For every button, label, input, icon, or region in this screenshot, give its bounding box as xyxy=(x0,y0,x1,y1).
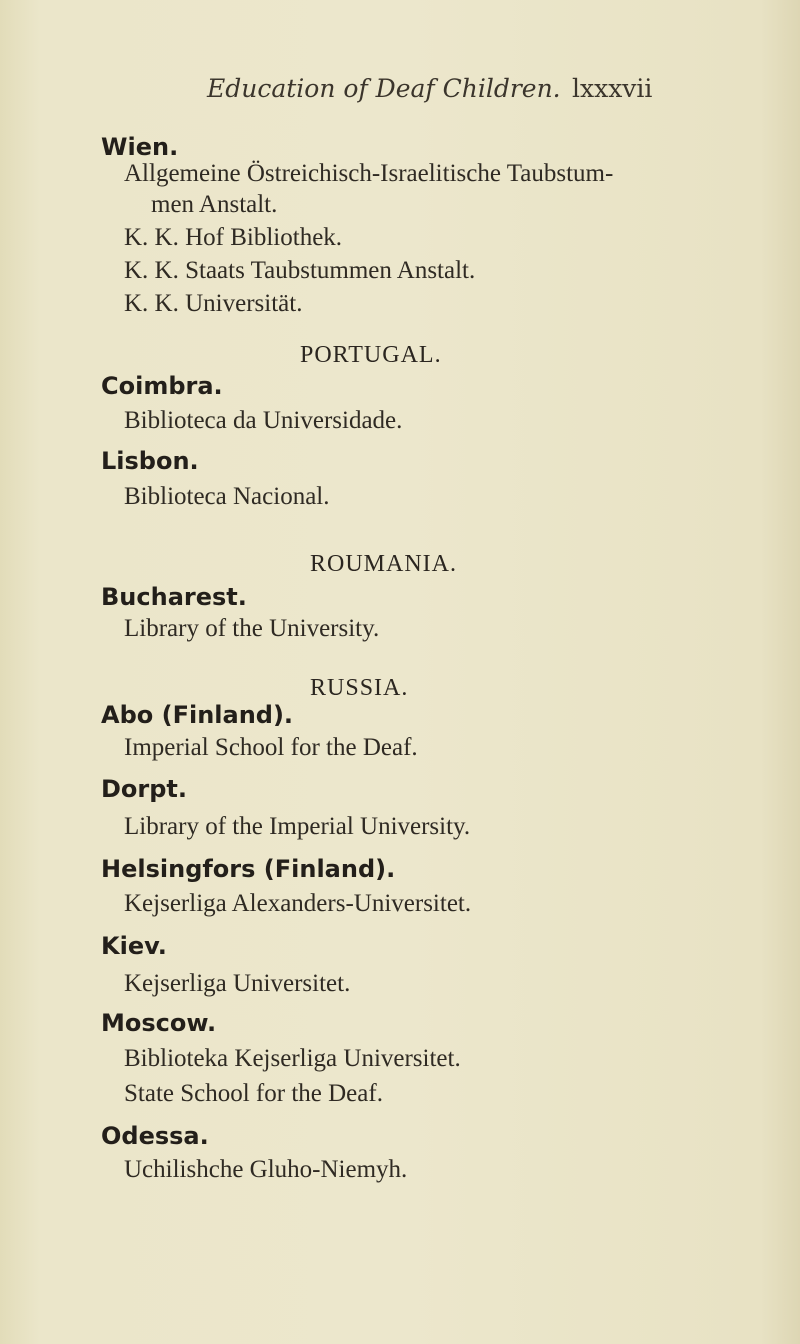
library-entry: Imperial School for the Deaf. xyxy=(124,734,418,761)
country-heading-portugal: PORTUGAL. xyxy=(300,342,442,368)
library-entry: Biblioteca da Universidade. xyxy=(124,407,403,434)
city-heading-kiev: Kiev. xyxy=(101,932,167,960)
library-entry-continuation: men Anstalt. xyxy=(151,191,278,218)
library-entry: State School for the Deaf. xyxy=(124,1080,383,1107)
library-entry: K. K. Staats Taubstummen Anstalt. xyxy=(124,257,476,284)
city-heading-bucharest: Bucharest. xyxy=(101,583,247,611)
library-entry: Kejserliga Universitet. xyxy=(124,970,351,997)
library-entry: K. K. Universität. xyxy=(124,290,303,317)
country-heading-roumania: ROUMANIA. xyxy=(310,551,457,577)
city-heading-coimbra: Coimbra. xyxy=(101,372,223,400)
page-number: lxxxvii xyxy=(572,74,653,103)
library-entry: Allgemeine Östreichisch-Israelitische Taubstum- xyxy=(124,160,614,187)
library-entry: Kejserliga Alexanders-Universitet. xyxy=(124,890,472,917)
city-heading-odessa: Odessa. xyxy=(101,1122,209,1150)
city-heading-wien: Wien. xyxy=(101,133,179,161)
country-heading-russia: RUSSIA. xyxy=(310,675,409,701)
library-entry: Library of the University. xyxy=(124,615,380,642)
library-entry: Library of the Imperial University. xyxy=(124,813,471,840)
library-entry: Biblioteca Nacional. xyxy=(124,483,330,510)
city-heading-dorpt: Dorpt. xyxy=(101,775,188,803)
city-heading-lisbon: Lisbon. xyxy=(101,447,199,475)
running-title: Education of Deaf Children. xyxy=(207,74,561,103)
library-entry: Biblioteka Kejserliga Universitet. xyxy=(124,1045,461,1072)
running-head xyxy=(0,74,800,114)
city-heading-helsingfors: Helsingfors (Finland). xyxy=(101,855,396,883)
city-heading-moscow: Moscow. xyxy=(101,1009,217,1037)
library-entry: Uchilishche Gluho-Niemyh. xyxy=(124,1156,408,1183)
city-heading-abo: Abo (Finland). xyxy=(101,701,294,729)
library-entry: K. K. Hof Bibliothek. xyxy=(124,224,343,251)
